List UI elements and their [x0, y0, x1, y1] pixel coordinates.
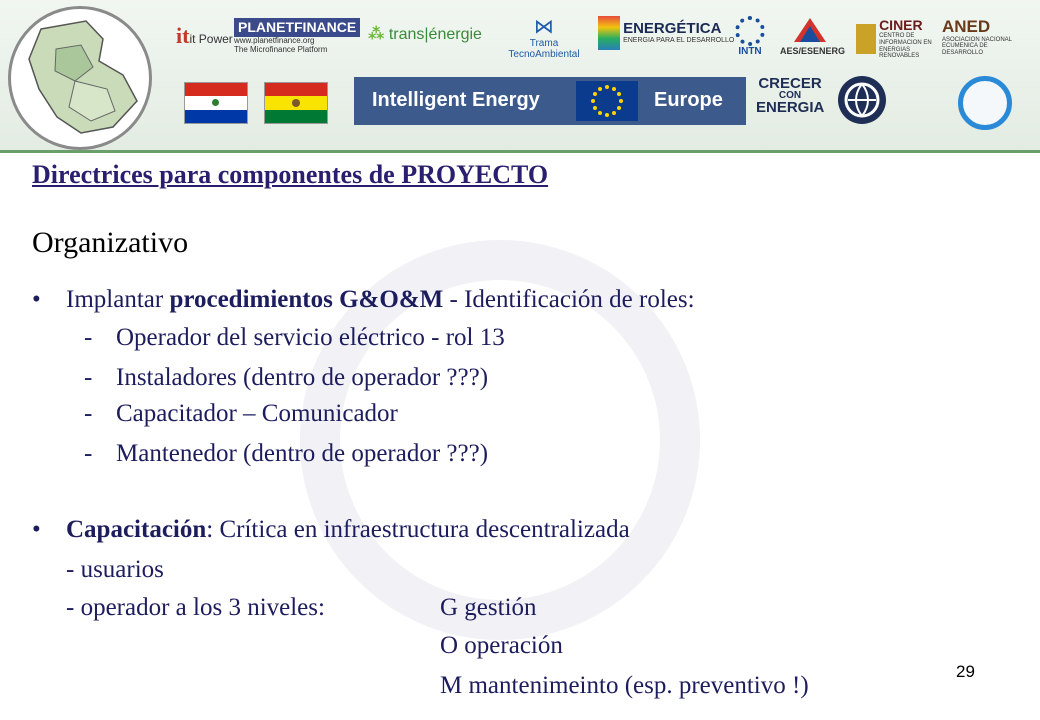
- role-item: Capacitador – Comunicador: [116, 400, 398, 427]
- bullet-icon: •: [32, 286, 41, 313]
- bullet-procedimientos: [66, 286, 695, 314]
- dash-icon: -: [84, 364, 93, 391]
- itpower-logo: itit Power: [176, 23, 233, 48]
- header-banner: [0, 0, 1040, 153]
- ciner-logo: CINER CENTRO DE INFORMACION EN ENERGIAS RENOVABLES: [856, 18, 947, 60]
- role-item: Mantenedor (dentro de operador ???): [116, 440, 489, 467]
- globe-icon: [838, 76, 886, 124]
- level-item: M mantenimeinto (esp. preventivo !): [440, 672, 809, 699]
- bullet1-bold: procedimientos G&O&M: [169, 286, 444, 313]
- slide-heading: Directrices para componentes de PROYECTO: [32, 160, 549, 189]
- bullet1-prefix: Implantar: [66, 286, 170, 313]
- bullet1-suffix: - Identificación de roles:: [443, 286, 695, 313]
- eu-flag-icon: [576, 81, 638, 121]
- crecer-con-energia-logo: CRECER CON ENERGIA: [756, 75, 825, 116]
- paraguay-flag-icon: [184, 82, 248, 124]
- level-item: G gestión: [440, 594, 537, 621]
- paraguay-map-logo: [8, 6, 152, 150]
- intn-logo: INTN: [730, 16, 770, 57]
- intelligent-energy-europe-logo: Intelligent Energy Europe: [354, 77, 746, 125]
- energetica-logo: ENERGÉTICA ENERGIA PARA EL DESARROLLO: [598, 16, 734, 50]
- usuarios-line: - usuarios: [66, 556, 164, 583]
- role-item: Instaladores (dentro de operador ???): [116, 364, 489, 391]
- bolivia-flag-icon: [264, 82, 328, 124]
- bullet-capacitacion: [66, 516, 630, 544]
- dash-icon: -: [84, 440, 93, 467]
- dash-icon: -: [84, 400, 93, 427]
- planetfinance-logo: PLANETFINANCE www.planetfinance.org The Microfinance Platform: [234, 18, 360, 55]
- level-item: O operación: [440, 632, 563, 659]
- dash-icon: -: [84, 324, 93, 351]
- trama-logo: ⋈ Trama TecnoAmbiental: [508, 16, 580, 60]
- role-item: Operador del servicio eléctrico - rol 13: [116, 324, 505, 351]
- bullet2-bold: Capacitación: [66, 516, 207, 543]
- bullet2-suffix: : Crítica en infraestructura descentralizada: [206, 516, 630, 543]
- page-number: 29: [956, 662, 975, 681]
- aned-logo: ANED ASOCIACION NACIONAL ECUMENICA DE DESARROLLO: [942, 17, 1012, 56]
- aes-esenerg-logo: AES/ESENERG: [780, 16, 840, 57]
- operador-line: - operador a los 3 niveles:: [66, 594, 325, 621]
- bullet-icon: •: [32, 516, 41, 543]
- transenergie-logo: ⁂ trans|énergie: [368, 26, 482, 43]
- section-subtitle: Organizativo: [32, 226, 189, 259]
- ring-logo-icon: [958, 76, 1012, 130]
